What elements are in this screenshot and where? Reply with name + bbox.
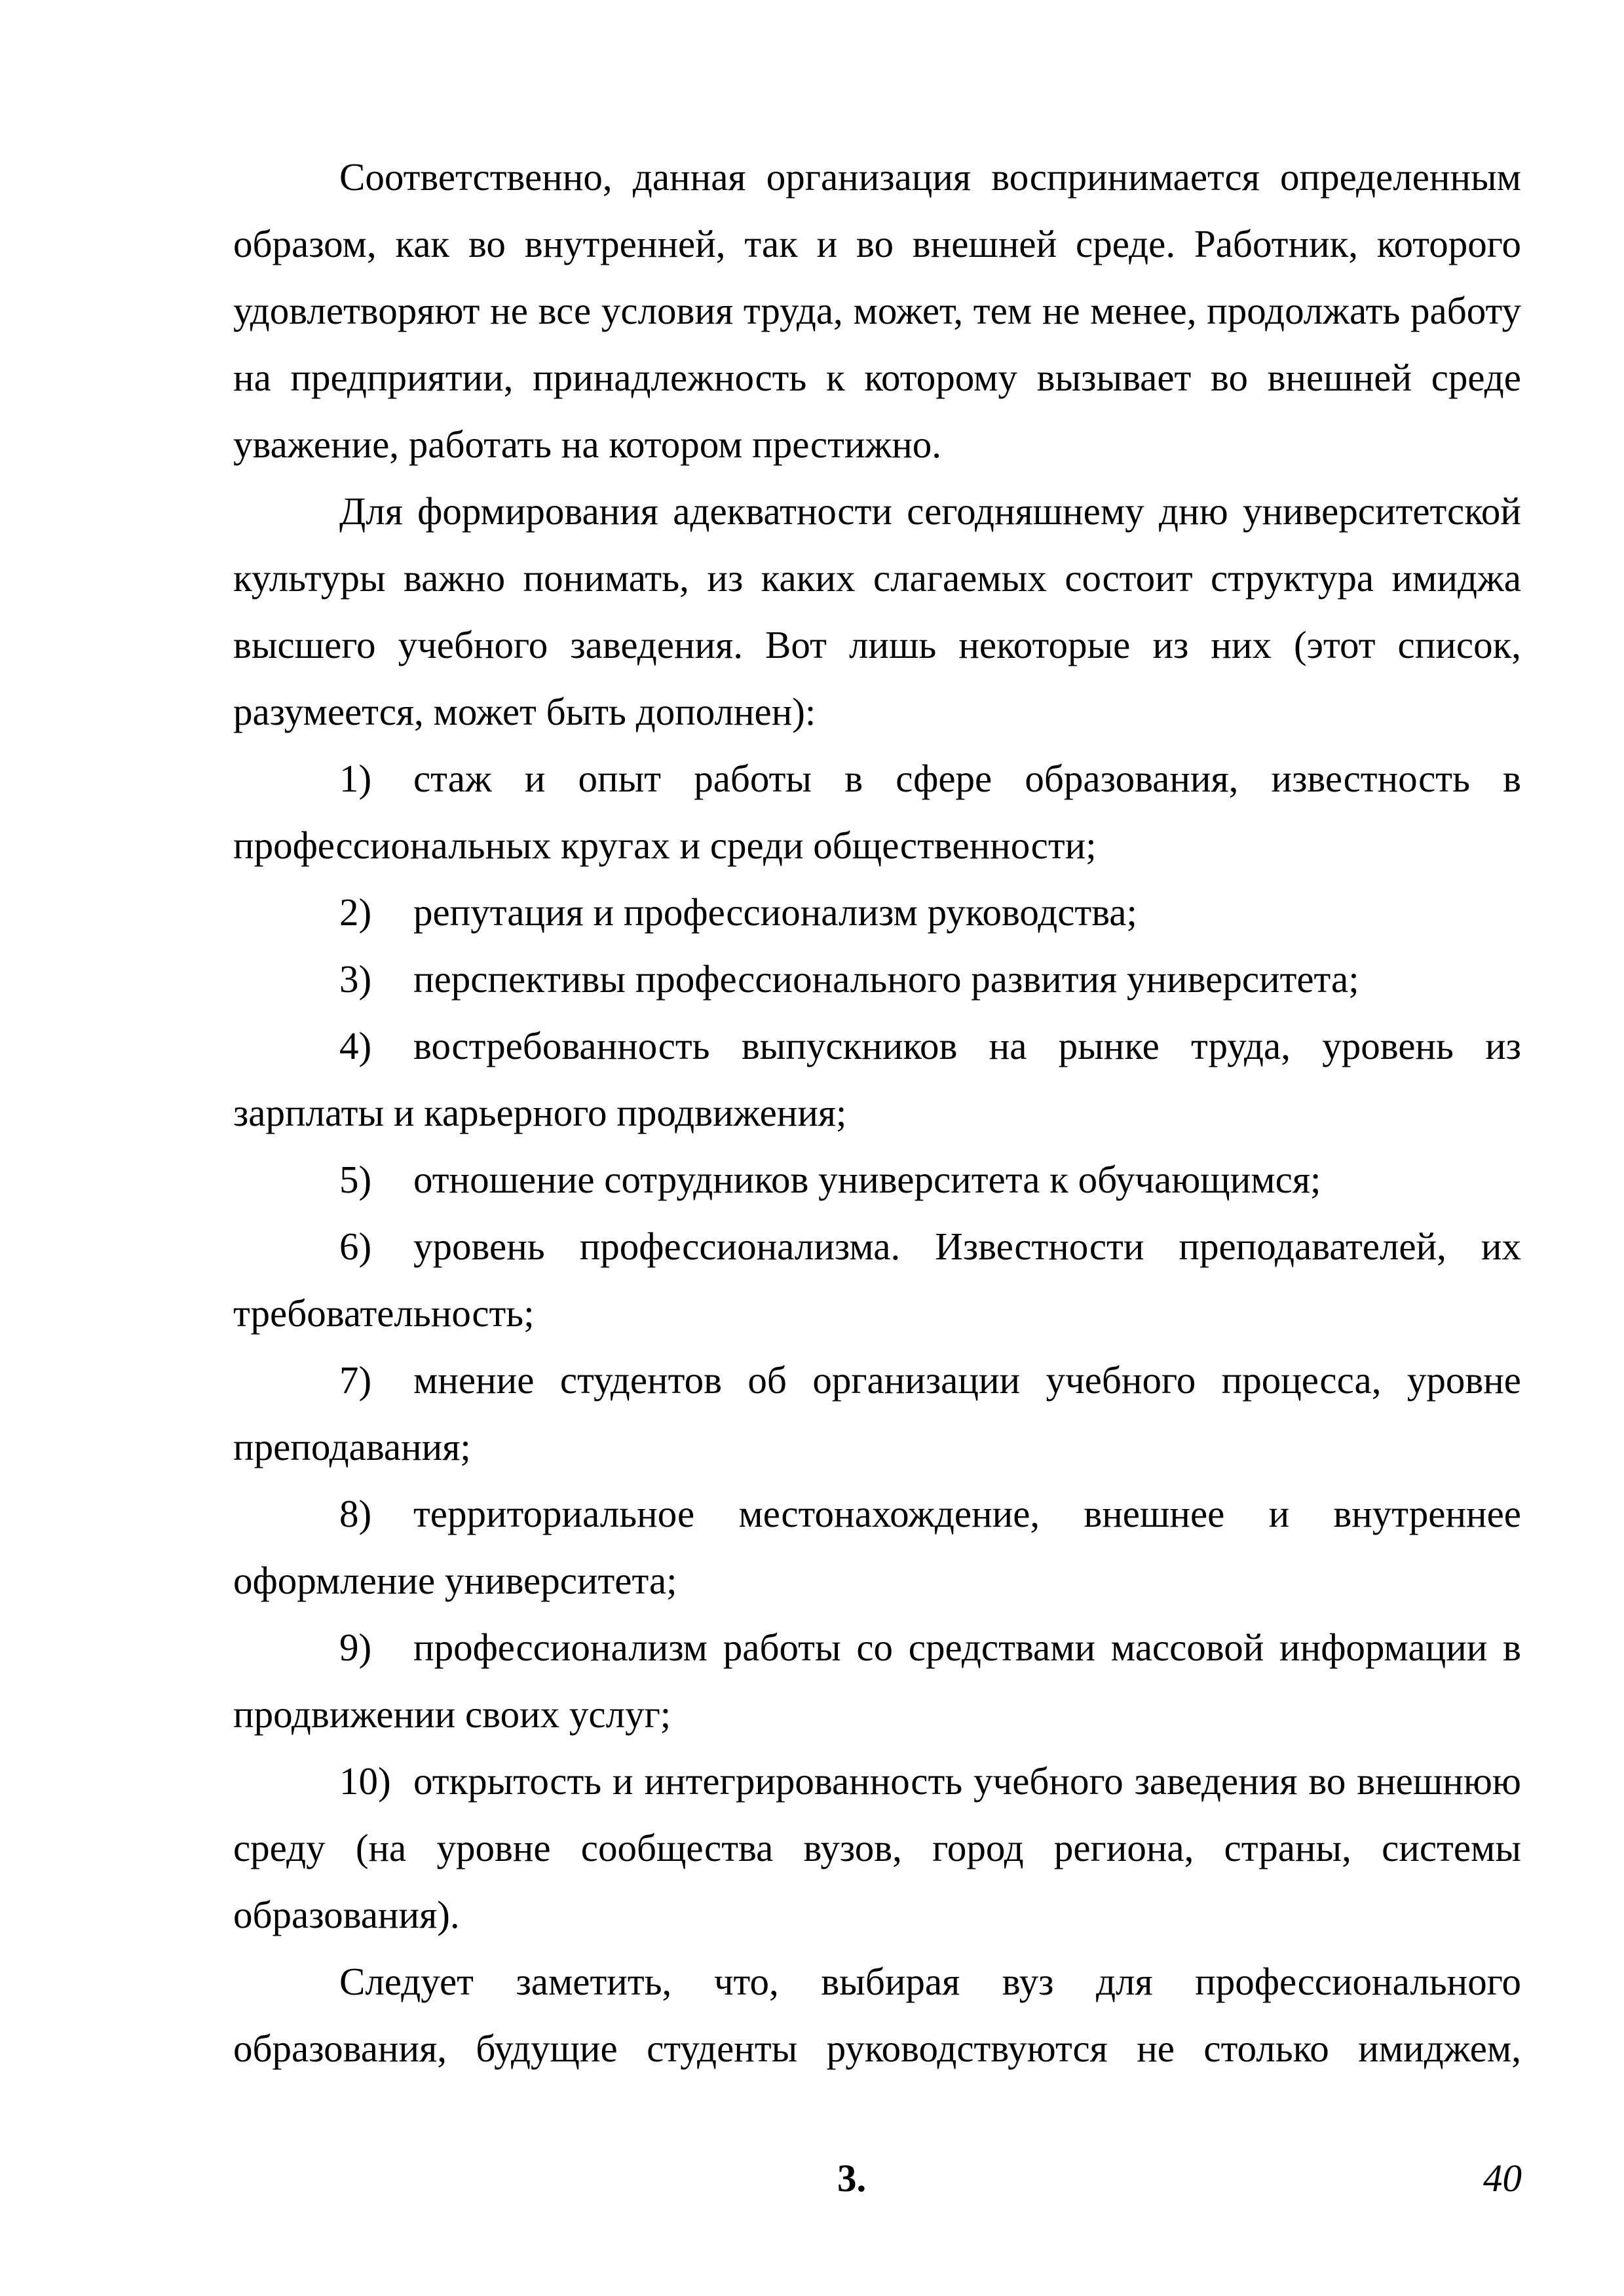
list-number: 7) xyxy=(339,1358,372,1402)
list-item xyxy=(233,1213,1521,1347)
list-number: 1) xyxy=(339,757,372,800)
footer-mark: 3. xyxy=(837,2156,867,2200)
list-number: 9) xyxy=(339,1626,372,1669)
list-text: отношение сотрудников университета к обучающимся; xyxy=(413,1158,1321,1201)
list-text: репутация и профессионализм руководства; xyxy=(413,890,1137,934)
list-item xyxy=(233,745,1521,879)
list-text: перспективы профессионального развития университета; xyxy=(413,957,1359,1001)
list-item xyxy=(233,1748,1521,1948)
list-text: территориальное местонахождение, внешнее и внутреннее оформление университета; xyxy=(233,1492,1521,1602)
paragraph: Следует заметить, что, выбирая вуз для профессионального образования, будущие студенты руководствуются не столько имиджем, xyxy=(233,1960,1521,2070)
list-number: 2) xyxy=(339,890,372,934)
list-text: профессионализм работы со средствами массовой информации в продвижении своих услуг; xyxy=(233,1626,1521,1736)
list-item xyxy=(233,1012,1521,1146)
list-number: 3) xyxy=(339,957,372,1001)
list-text: стаж и опыт работы в сфере образования, известность в профессиональных кругах и среди общественности; xyxy=(233,757,1521,867)
list-text: открытость и интегрированность учебного заведения во внешнюю среду (на уровне сообщества вузов, город региона, страны, системы образования). xyxy=(233,1759,1521,1936)
page-number: 40 xyxy=(1483,2156,1522,2200)
list-item xyxy=(233,1614,1521,1748)
list-item xyxy=(233,1347,1521,1480)
list-text: уровень профессионализма. Известности преподавателей, их требовательность; xyxy=(233,1225,1521,1335)
list-text: востребованность выпускников на рынке труда, уровень из зарплаты и карьерного продвижения; xyxy=(233,1024,1521,1134)
list-number: 6) xyxy=(339,1225,372,1268)
list-number: 4) xyxy=(339,1024,372,1067)
list-item xyxy=(233,1480,1521,1614)
list-item xyxy=(233,879,1521,946)
list-item xyxy=(233,946,1521,1012)
list-number: 5) xyxy=(339,1158,372,1201)
list-number: 8) xyxy=(339,1492,372,1535)
page-body xyxy=(233,144,1521,2082)
list-item xyxy=(233,1146,1521,1213)
paragraph: Для формирования адекватности сегодняшнему дню университетской культуры важно понимать, из каких слагаемых состоит структура имиджа высшего учебного заведения. Вот лишь некоторые из них (этот список, разумеется, может быть дополнен): xyxy=(233,489,1521,733)
paragraph: Соответственно, данная организация воспринимается определенным образом, как во внутренней, так и во внешней среде. Работник, которого удовлетворяют не все условия труда, может, тем не менее, продолжать работу на предприятии, принадлежность к которому вызывает во внешней среде уважение, работать на котором престижно. xyxy=(233,155,1521,466)
list-text: мнение студентов об организации учебного процесса, уровне преподавания; xyxy=(233,1358,1521,1468)
list-number: 10) xyxy=(339,1759,391,1803)
